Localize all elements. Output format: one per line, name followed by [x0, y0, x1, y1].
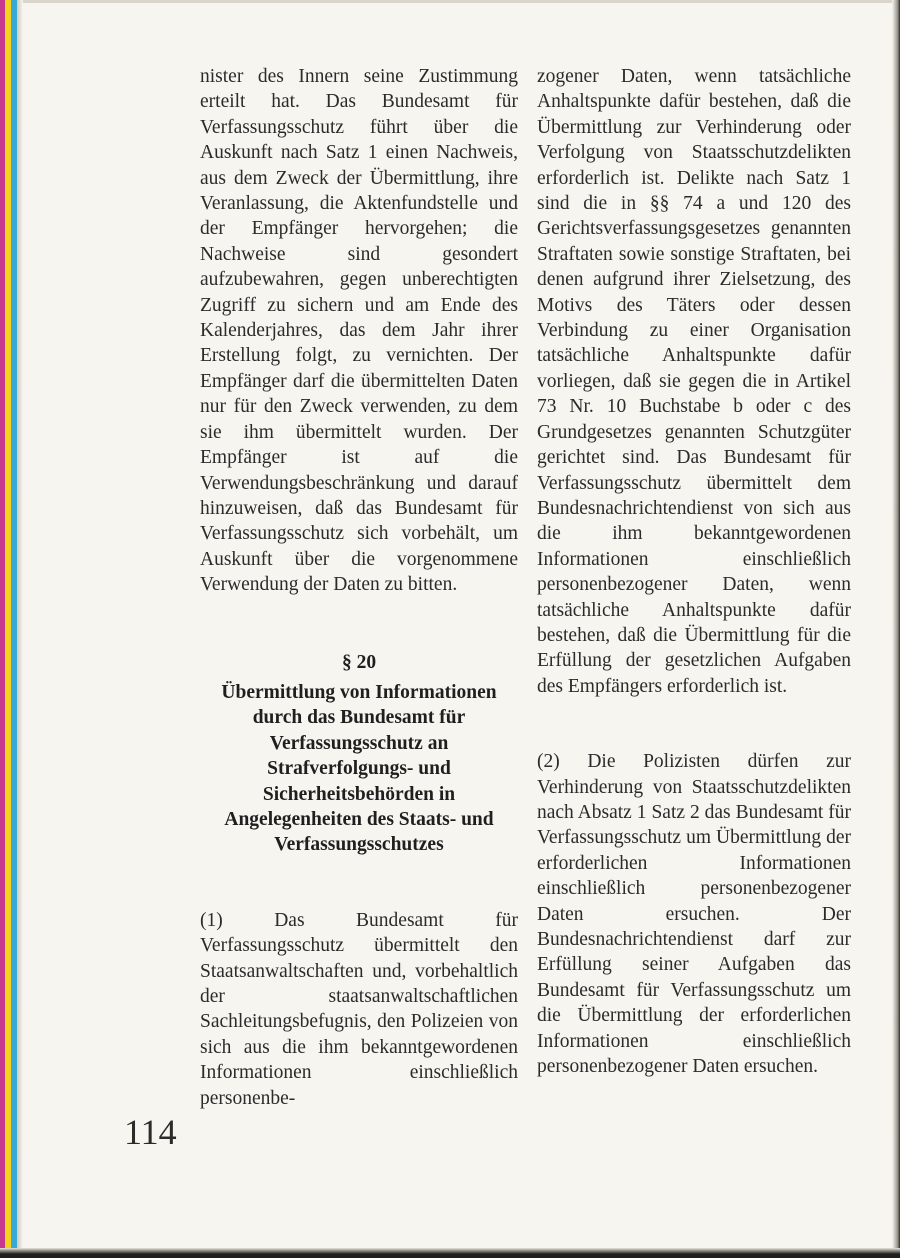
right-paragraph-continuation: zogener Daten, wenn tatsächliche Anhaltspunkte dafür bestehen, daß die Übermittlung zur Verhinderung oder Verfolgung von Staatsschutzdelikten erforderlich ist. Delikte nach Satz 1 sind die in §§ 74 a und 120 des Gerichtsverfassungsgesetzes genannten Straftaten sowie sonstige Straftaten, bei denen aufgrund ihrer Zielsetzung, des Motivs des Täters oder dessen Verbindung zu einer Organisation tatsächliche Anhaltspunkte dafür vorliegen, daß sie gegen die in Artikel 73 Nr. 10 Buchstabe b oder c des Grundgesetzes genannten Schutzgüter gerichtet sind. Das Bundesamt für Verfassungsschutz übermittelt dem Bundesnachrichtendienst von sich aus die ihm bekanntgewordenen Informationen einschließlich personenbezogener Daten, wenn tatsächliche Anhaltspunkte dafür bestehen, daß die Übermittlung für die Erfüllung der gesetzlichen Aufgaben des Empfängers erforderlich ist.	[537, 66, 851, 697]
right-paragraph-2: (2) Die Polizisten dürfen zur Verhinderung von Staatsschutzdelikten nach Absatz 1 Satz 2 das Bundesamt für Verfassungsschutz um Übermittlung der erforderlichen Informationen einschließlich personenbezogener Daten ersuchen. Der Bundesnachrichtendienst darf zur Erfüllung seiner Aufgaben das Bundesamt für Verfassungsschutz um die Übermittlung der erforderlichen Informationen einschließlich personenbezogener Daten ersuchen.	[537, 751, 851, 1078]
page-right-shadow	[892, 0, 900, 1258]
left-paragraph-1: (1) Das Bundesamt für Verfassungsschutz übermittelt den Staatsanwaltschaften und, vorbehaltlich der staatsanwaltschaftlichen Sachleitungsbefugnis, den Polizeien von sich aus die ihm bekanntgewordenen Informationen einschließlich personenbe-	[200, 909, 518, 1109]
right-column	[537, 64, 851, 1079]
section-title: Übermittlung von Informationen durch das Bundesamt für Verfassungsschutz an Strafverfolgungs- und Sicherheitsbehörden in Angelegenheiten des Staats- und Verfassungsschutzes	[221, 681, 497, 856]
page-top-edge	[0, 0, 900, 3]
section-number: § 20	[341, 651, 377, 673]
page-number: 114	[124, 1112, 177, 1152]
binding-shadow	[17, 0, 23, 1258]
left-paragraph-continuation: nister des Innern seine Zustimmung erteilt hat. Das Bundesamt für Verfassungsschutz führt über die Auskunft nach Satz 1 einen Nachweis, aus dem Zweck der Übermittlung, ihre Veranlassung, die Aktenfundstelle und der Empfänger hervorgehen; die Nachweise sind gesondert aufzubewahren, gegen unberechtigten Zugriff zu sichern und am Ende des Kalenderjahres, das dem Jahr ihrer Erstellung folgt, zu vernichten. Der Empfänger darf die übermittelten Daten nur für den Zweck verwenden, zu dem sie ihm übermittelt wurden. Der Empfänger ist auf die Verwendungsbeschränkung und darauf hinzuweisen, daß das Bundesamt für Verfassungsschutz sich vorbehält, um Auskunft über die vorgenommene Verwendung der Daten zu bitten.	[200, 66, 518, 596]
section-heading	[200, 650, 518, 858]
page-bottom-edge	[0, 1248, 900, 1258]
left-column	[200, 64, 518, 1111]
